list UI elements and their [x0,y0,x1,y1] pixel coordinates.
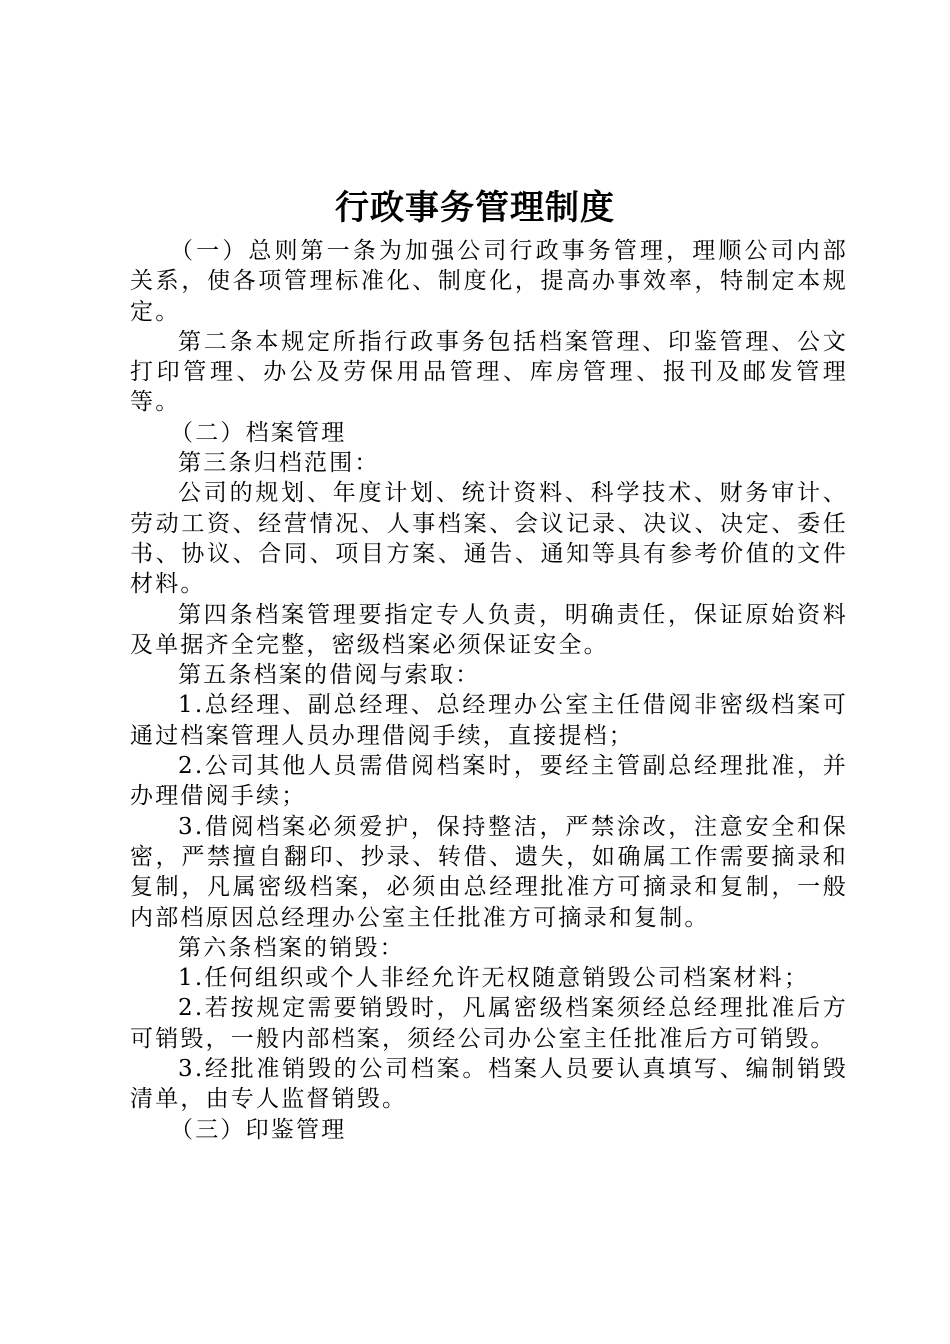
section-heading-seals: （三）印鉴管理 [170,1116,347,1143]
paragraph-article-2: 第二条本规定所指行政事务包括档案管理、印鉴管理、公文打印管理、办公及劳保用品管理、库房管理、报刊及邮发管理等。 [130,328,848,416]
list-item-destroy-1: 1.任何组织或个人非经允许无权随意销毁公司档案材料； [178,965,810,992]
document-title: 行政事务管理制度 [335,188,615,228]
list-item-borrow-3: 3.借阅档案必须爱护，保持整洁，严禁涂改，注意安全和保密，严禁擅自翻印、抄录、转借、遗失，如确属工作需要摘录和复制，凡属密级档案，必须由总经理批准方可摘录和复制，一般内部档原因总经理办公室主任批准方可摘录和复制。 [130,813,848,931]
section-heading-general: （一）总则第一条为加强公司行政事务管理，理顺公司内部关系，使各项管理标准化、制度化，提高办事效率，特制定本规定。 [130,238,848,325]
paragraph-archive-scope: 公司的规划、年度计划、统计资料、科学技术、财务审计、劳动工资、经营情况、人事档案、会议记录、决议、决定、委任书、协议、合同、项目方案、通告、通知等具有参考价值的文件材料。 [130,480,848,598]
list-item-borrow-2: 2.公司其他人员需借阅档案时，要经主管副总经理批准，并办理借阅手续； [130,753,848,810]
section-heading-archives: （二）档案管理 [170,419,347,446]
document-body [130,236,848,1145]
list-item-destroy-3: 3.经批准销毁的公司档案。档案人员要认真填写、编制销毁清单，由专人监督销毁。 [130,1056,848,1113]
paragraph-article-4: 第四条档案管理要指定专人负责，明确责任，保证原始资料及单据齐全完整，密级档案必须保证安全。 [130,601,848,658]
paragraph-article-6: 第六条档案的销毁： [178,934,405,961]
paragraph-article-3: 第三条归档范围： [178,450,380,477]
list-item-borrow-1: 1.总经理、副总经理、总经理办公室主任借阅非密级档案可通过档案管理人员办理借阅手续，直接提档； [130,692,848,749]
paragraph-article-5: 第五条档案的借阅与索取： [178,662,481,689]
list-item-destroy-2: 2.若按规定需要销毁时，凡属密级档案须经总经理批准后方可销毁，一般内部档案，须经公司办公室主任批准后方可销毁。 [130,995,848,1052]
